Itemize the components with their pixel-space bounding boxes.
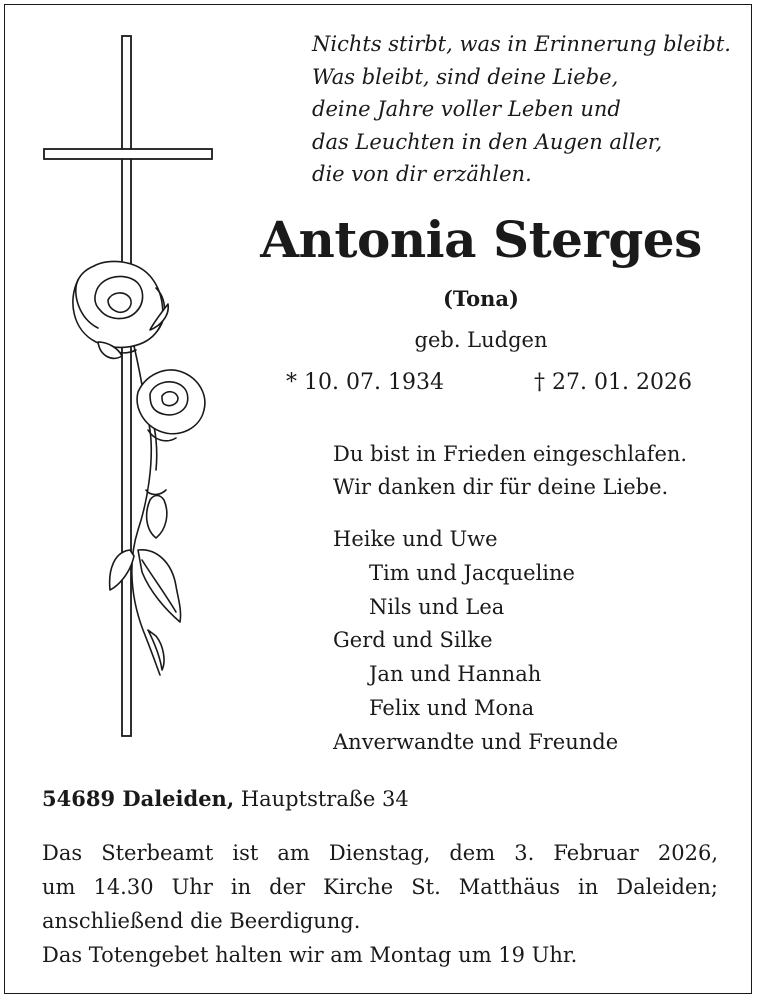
deceased-nickname: (Tona) bbox=[443, 286, 519, 311]
details-line: Das Sterbeamt ist am Dienstag, dem 3. Februar 2026, bbox=[42, 841, 718, 865]
family-address bbox=[42, 786, 409, 811]
death-date: † 27. 01. 2026 bbox=[534, 370, 692, 395]
address-city: 54689 Daleiden, bbox=[42, 786, 235, 811]
deceased-birth-name: geb. Ludgen bbox=[414, 328, 548, 352]
poem-line: deine Jahre voller Leben und bbox=[312, 97, 621, 121]
mourner-entry: Tim und Jacqueline bbox=[369, 560, 575, 585]
message-line: Du bist in Frieden eingeschlafen. bbox=[333, 442, 688, 466]
cross-with-roses-icon bbox=[38, 30, 228, 750]
details-line: um 14.30 Uhr in der Kirche St. Matthäus in Daleiden; bbox=[42, 875, 718, 899]
address-street: Hauptstraße 34 bbox=[240, 787, 409, 811]
mourner-entry: Felix und Mona bbox=[369, 695, 535, 720]
mourner-entry: Jan und Hannah bbox=[369, 662, 542, 687]
service-details bbox=[42, 836, 718, 972]
mourner-entry: Heike und Uwe bbox=[333, 527, 498, 551]
poem-line: Nichts stirbt, was in Erinnerung bleibt. bbox=[312, 32, 731, 56]
memorial-poem bbox=[312, 28, 731, 191]
mourner-entry: Nils und Lea bbox=[369, 594, 505, 619]
poem-line: die von dir erzählen. bbox=[312, 162, 532, 186]
mourners-list bbox=[333, 523, 618, 760]
farewell-message bbox=[333, 438, 687, 504]
mourner-entry: Gerd und Silke bbox=[333, 628, 493, 653]
poem-line: das Leuchten in den Augen aller, bbox=[312, 129, 663, 154]
deceased-name: Antonia Sterges bbox=[260, 210, 702, 269]
birth-date: * 10. 07. 1934 bbox=[286, 370, 444, 395]
poem-line: Was bleibt, sind deine Liebe, bbox=[312, 64, 619, 89]
details-line: anschließend die Beerdigung. bbox=[42, 909, 361, 933]
details-line: Das Totengebet halten wir am Montag um 19 Uhr. bbox=[42, 943, 578, 967]
message-line: Wir danken dir für deine Liebe. bbox=[333, 475, 669, 499]
mourner-entry: Anverwandte und Freunde bbox=[333, 729, 619, 754]
